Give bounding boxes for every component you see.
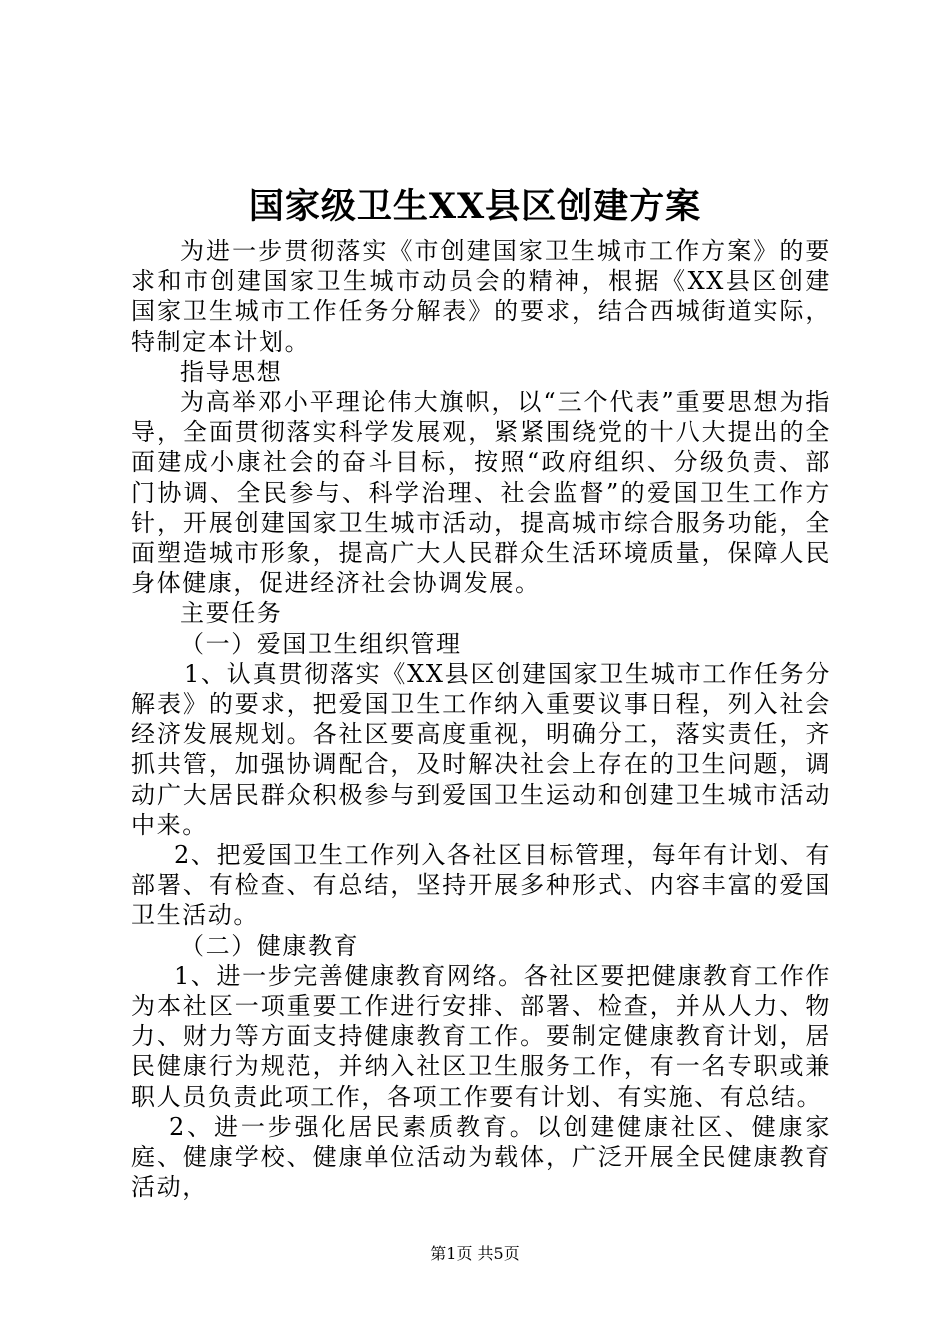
document-body: [131, 236, 831, 1203]
subsection-heading-health-education: （二）健康教育: [180, 931, 360, 960]
task-paragraph-2: 2、把爱国卫生工作列入各社区目标管理，每年有计划、有部署、有检查、有总结，坚持开展多种形式、内容丰富的爱国卫生活动。: [131, 841, 831, 930]
section-heading-guiding-ideology: 指导思想: [180, 357, 283, 386]
task-paragraph-1: 1、认真贯彻落实《XX县区创建国家卫生城市工作任务分解表》的要求，把爱国卫生工作纳入重要议事日程，列入社会经济发展规划。各社区要高度重视，明确分工，落实责任，齐抓共管，加强协调配合，及时解决社会上存在的卫生问题，调动广大居民群众积极参与到爱国卫生运动和创建卫生城市活动中来。: [131, 659, 831, 839]
guiding-ideology-paragraph: 为高举邓小平理论伟大旗帜，以“三个代表”重要思想为指导，全面贯彻落实科学发展观，紧紧围绕党的十八大提出的全面建成小康社会的奋斗目标，按照“政府组织、分级负责、部门协调、全民参与、科学治理、社会监督”的爱国卫生工作方针，开展创建国家卫生城市活动，提高城市综合服务功能，全面塑造城市形象，提高广大人民群众生活环境质量，保障人民身体健康，促进经济社会协调发展。: [131, 388, 831, 598]
intro-paragraph: 为进一步贯彻落实《市创建国家卫生城市工作方案》的要求和市创建国家卫生城市动员会的精神，根据《XX县区创建国家卫生城市工作任务分解表》的要求，结合西城街道实际，特制定本计划。: [131, 237, 831, 356]
document-title: 国家级卫生XX县区创建方案: [248, 186, 702, 227]
section-heading-main-tasks: 主要任务: [180, 599, 283, 628]
education-paragraph-1: 1、进一步完善健康教育网络。各社区要把健康教育工作作为本社区一项重要工作进行安排、部署、检查，并从人力、物力、财力等方面支持健康教育工作。要制定健康教育计划，居民健康行为规范，并纳入社区卫生服务工作，有一名专职或兼职人员负责此项工作，各项工作要有计划、有实施、有总结。: [131, 961, 831, 1111]
education-paragraph-2: 2、进一步强化居民素质教育。以创建健康社区、健康家庭、健康学校、健康单位活动为载体，广泛开展全民健康教育活动，: [131, 1112, 831, 1202]
page-number-footer: 第1页 共5页: [430, 1244, 520, 1263]
subsection-heading-organization: （一）爱国卫生组织管理: [180, 629, 462, 658]
